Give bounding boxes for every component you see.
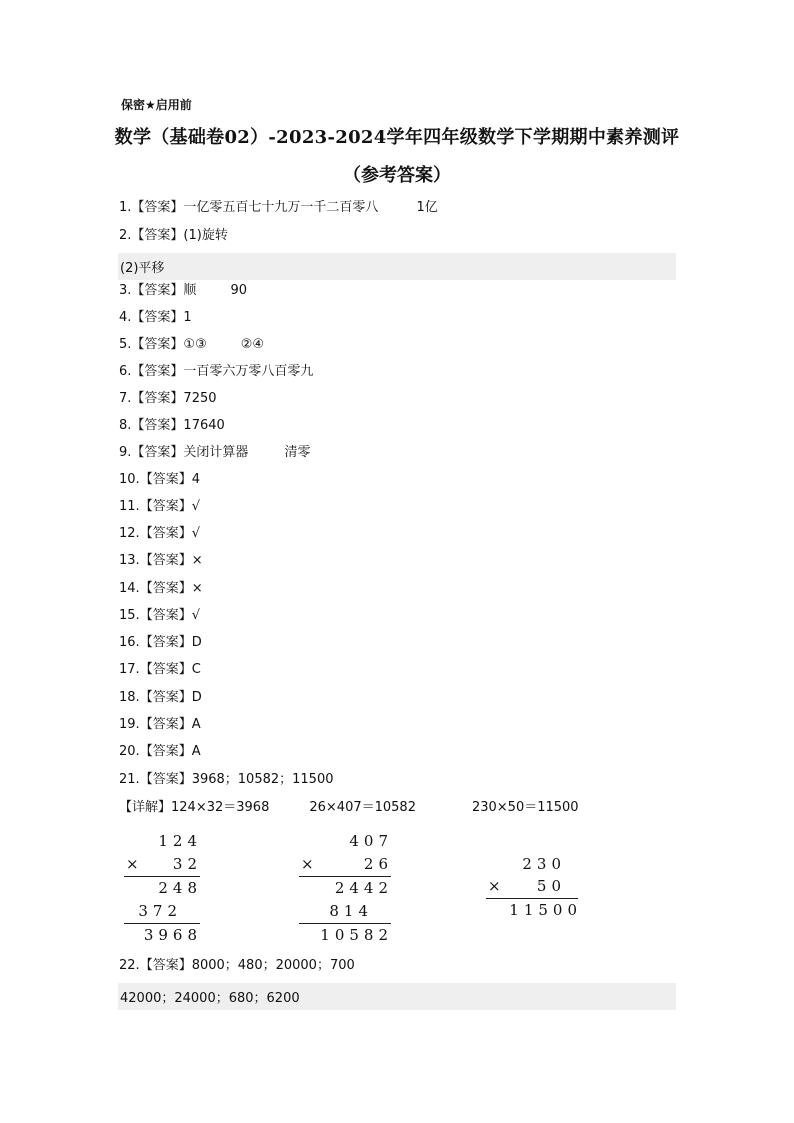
answer-line-16 <box>119 634 202 652</box>
calc-multiplier: 50 <box>536 877 566 895</box>
answer-line-3 <box>119 282 247 300</box>
answer-line-7 <box>119 390 217 408</box>
answer-text: 8000；480；20000；700 <box>191 958 355 973</box>
answer-text: √ <box>191 526 200 541</box>
calc-rule <box>486 898 578 899</box>
answer-tag: 【答案】 <box>139 717 192 732</box>
multiply-sign: × <box>488 877 501 895</box>
calc-result: 3968 <box>143 926 202 944</box>
detail-line <box>119 799 579 817</box>
answer-number: 22. <box>119 958 140 973</box>
answer-number: 12. <box>119 526 140 541</box>
answer-line-19 <box>119 716 201 734</box>
answer-text: ①③ <box>183 337 207 352</box>
answer-extra: 1亿 <box>416 200 438 215</box>
detail-tag: 【详解】 <box>119 800 172 815</box>
answer-text: C <box>191 662 201 677</box>
answer-text: 4 <box>191 472 200 487</box>
calc-result: 11500 <box>509 901 582 919</box>
answer-line-18 <box>119 689 202 707</box>
calc-partial-2: 372 <box>138 902 182 920</box>
calc-partial-2: 814 <box>329 902 373 920</box>
answer-text: × <box>191 553 203 568</box>
confidential-label: 保密★启用前 <box>121 98 192 112</box>
answer-tag: 【答案】 <box>139 526 192 541</box>
answer-text: √ <box>191 608 200 623</box>
answer-line-11 <box>119 498 200 516</box>
answer-number: 18. <box>119 690 140 705</box>
answer-text: A <box>191 717 201 732</box>
answer-line-10 <box>119 471 200 489</box>
calc-partial-1: 2442 <box>334 879 393 897</box>
answer-tag: 【答案】 <box>131 391 184 406</box>
answer-number: 10. <box>119 472 140 487</box>
answer-line-15 <box>119 607 200 625</box>
detail-equation-1: 124×32＝3968 <box>171 800 270 815</box>
answer-line-20 <box>119 743 201 761</box>
answer-number: 2. <box>119 228 132 243</box>
answer-text: (1)旋转 <box>183 228 228 243</box>
answer-number: 3. <box>119 283 132 298</box>
detail-equation-2: 26×407＝10582 <box>309 800 416 815</box>
answer-line-2 <box>119 227 228 245</box>
answer-text: 关闭计算器 <box>183 445 249 460</box>
answer-text: 1 <box>183 310 192 325</box>
calc-rule <box>299 876 391 877</box>
answer-text: A <box>191 744 201 759</box>
answer-tag: 【答案】 <box>139 553 192 568</box>
answer-text: 7250 <box>183 391 217 406</box>
answer-tag: 【答案】 <box>139 662 192 677</box>
answer-number: 1. <box>119 200 132 215</box>
answer-tag: 【答案】 <box>131 228 184 243</box>
answer-number: 17. <box>119 662 140 677</box>
answer-tag: 【答案】 <box>131 283 184 298</box>
multiply-sign: × <box>126 855 139 873</box>
answer-number: 21. <box>119 772 140 787</box>
answer-number: 19. <box>119 717 140 732</box>
answer-line-4 <box>119 309 192 327</box>
answer-number: 5. <box>119 337 132 352</box>
answer-text: × <box>191 581 203 596</box>
answer-tag: 【答案】 <box>131 364 184 379</box>
vertical-calc-2 <box>297 830 393 950</box>
calc-partial-1: 248 <box>158 879 202 897</box>
answer-tag: 【答案】 <box>139 608 192 623</box>
page-subtitle: （参考答案） <box>343 165 451 186</box>
vertical-calc-3 <box>484 853 582 933</box>
answer-line-9 <box>119 444 310 462</box>
answer-tag: 【答案】 <box>139 744 192 759</box>
answer-text: 42000；24000；680；6200 <box>120 991 300 1006</box>
answer-text: √ <box>191 499 200 514</box>
answer-line-22-part2 <box>118 983 676 1010</box>
calc-multiplicand: 407 <box>349 832 393 850</box>
answer-extra: ②④ <box>240 337 265 352</box>
answer-tag: 【答案】 <box>131 337 184 352</box>
calc-multiplier: 26 <box>363 855 393 873</box>
answer-text: 一百零六万零八百零九 <box>183 364 314 379</box>
answer-tag: 【答案】 <box>131 200 184 215</box>
answer-text: D <box>191 635 202 650</box>
answer-tag: 【答案】 <box>131 418 184 433</box>
answer-line-5 <box>119 336 264 354</box>
answer-line-8 <box>119 417 225 435</box>
answer-text: D <box>191 690 202 705</box>
calc-multiplicand: 124 <box>158 832 202 850</box>
vertical-calc-1 <box>122 830 202 950</box>
multiply-sign: × <box>301 855 314 873</box>
answer-number: 4. <box>119 310 132 325</box>
answer-line-13 <box>119 552 203 570</box>
calc-result: 10582 <box>320 926 393 944</box>
answer-line-14 <box>119 580 203 598</box>
answer-text: 顺 <box>183 283 197 298</box>
answer-line-22 <box>119 957 355 975</box>
answer-text: 一亿零五百七十九万一千二百零八 <box>183 200 379 215</box>
calc-rule <box>124 876 200 877</box>
answer-number: 8. <box>119 418 132 433</box>
answer-text: 3968；10582；11500 <box>191 772 334 787</box>
answer-number: 6. <box>119 364 132 379</box>
answer-line-21 <box>119 771 334 789</box>
answer-line-17 <box>119 661 201 679</box>
answer-extra: 清零 <box>284 445 311 460</box>
answer-number: 7. <box>119 391 132 406</box>
answer-tag: 【答案】 <box>139 581 192 596</box>
calc-multiplier: 32 <box>172 855 202 873</box>
answer-tag: 【答案】 <box>139 958 192 973</box>
answer-extra: 90 <box>230 283 247 298</box>
answer-line-6 <box>119 363 313 381</box>
answer-number: 16. <box>119 635 140 650</box>
answer-number: 9. <box>119 445 132 460</box>
answer-line-2-part2 <box>118 253 676 280</box>
answer-number: 11. <box>119 499 140 514</box>
calc-rule <box>124 923 200 924</box>
answer-tag: 【答案】 <box>139 499 192 514</box>
answer-tag: 【答案】 <box>139 772 192 787</box>
answer-tag: 【答案】 <box>131 445 184 460</box>
answer-number: 13. <box>119 553 140 568</box>
answer-text: 17640 <box>183 418 225 433</box>
page-title: 数学（基础卷02）-2023-2024学年四年级数学下学期期中素养测评 <box>114 127 680 148</box>
answer-number: 20. <box>119 744 140 759</box>
answer-tag: 【答案】 <box>139 635 192 650</box>
answer-line-12 <box>119 525 200 543</box>
calc-rule <box>299 923 391 924</box>
answer-line-1 <box>119 199 438 217</box>
answer-tag: 【答案】 <box>139 472 192 487</box>
answer-text: (2)平移 <box>120 261 165 276</box>
answer-number: 15. <box>119 608 140 623</box>
detail-equation-3: 230×50＝11500 <box>471 800 579 815</box>
calc-multiplicand: 230 <box>522 855 566 873</box>
answer-tag: 【答案】 <box>131 310 184 325</box>
answer-tag: 【答案】 <box>139 690 192 705</box>
answer-number: 14. <box>119 581 140 596</box>
